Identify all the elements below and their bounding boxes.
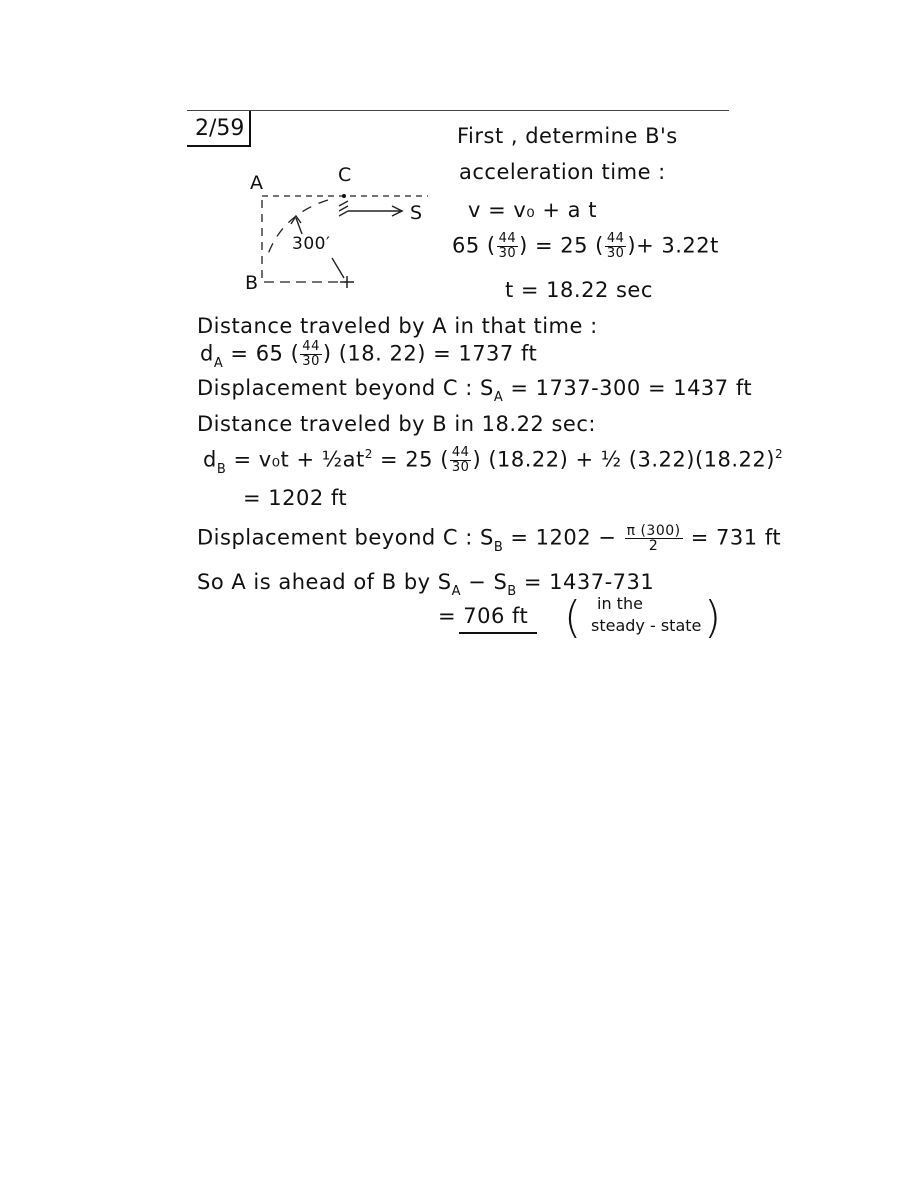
line-displacement-a: Displacement beyond C : $S_A = 1737-300 = 1437$ ft (197, 376, 753, 405)
label-b: B (245, 272, 259, 294)
top-rule (187, 110, 729, 111)
line-distance-a: $d_A = 65$ ( $\frac{44}{30}$ ) (18. 22) = 1737 ft (200, 339, 538, 371)
fraction-44-30-d: $\frac{44}{30}$ (451, 445, 470, 475)
line-final-answer: = 706 ft (438, 604, 529, 628)
line-distance-a-heading: Distance traveled by A in that time : (197, 314, 598, 338)
line-so-a-ahead: So A is ahead of B by $S_A - S_B = 1437-731$ (197, 570, 655, 599)
note-steady-state: steady - state (591, 616, 702, 635)
line-displacement-b: Displacement beyond C : $S_B = 1202$ − $\frac{\pi (300)}{2}$ = 731 ft (197, 523, 782, 555)
line-acceleration-time: acceleration time : (459, 160, 666, 184)
note-close-paren: ) (704, 592, 722, 643)
line-distance-b-heading: Distance traveled by B in 18.22 sec: (197, 412, 596, 436)
line-first-determine: First , determine B's (457, 124, 678, 148)
fraction-44-30-a: $\frac{44}{30}$ (498, 231, 517, 261)
label-distance: 300′ (292, 234, 331, 254)
line-velocity-substitution: 65 ( $\frac{44}{30}$ ) = 25 ( $\frac{44}{30}$ )+ 3.22t (452, 231, 719, 261)
final-answer-underline (459, 632, 537, 634)
note-in-the: in the (597, 594, 643, 613)
note-open-paren: ( (564, 592, 582, 643)
label-a: A (250, 172, 264, 194)
label-s: S (410, 202, 423, 224)
line-distance-b: $d_B = v_0t$ + $\frac{1}{2}at^2 = 25$ ( $\frac{44}{30}$ ) (18.22) + ½ $(3.22)(18.22)^2$ (203, 445, 784, 477)
line-velocity-equation: v = v₀ + a t (468, 198, 597, 222)
problem-number: 2/59 (187, 111, 251, 147)
point-c (342, 194, 346, 198)
fraction-44-30-b: $\frac{44}{30}$ (606, 231, 625, 261)
fraction-44-30-c: $\frac{44}{30}$ (302, 339, 320, 369)
line-distance-b-result: = 1202 ft (243, 486, 348, 510)
line-time-result: t = 18.22 sec (505, 278, 653, 302)
fraction-pi-300-2: $\frac{\pi (300)}{2}$ (626, 523, 681, 554)
label-c: C (338, 164, 352, 186)
